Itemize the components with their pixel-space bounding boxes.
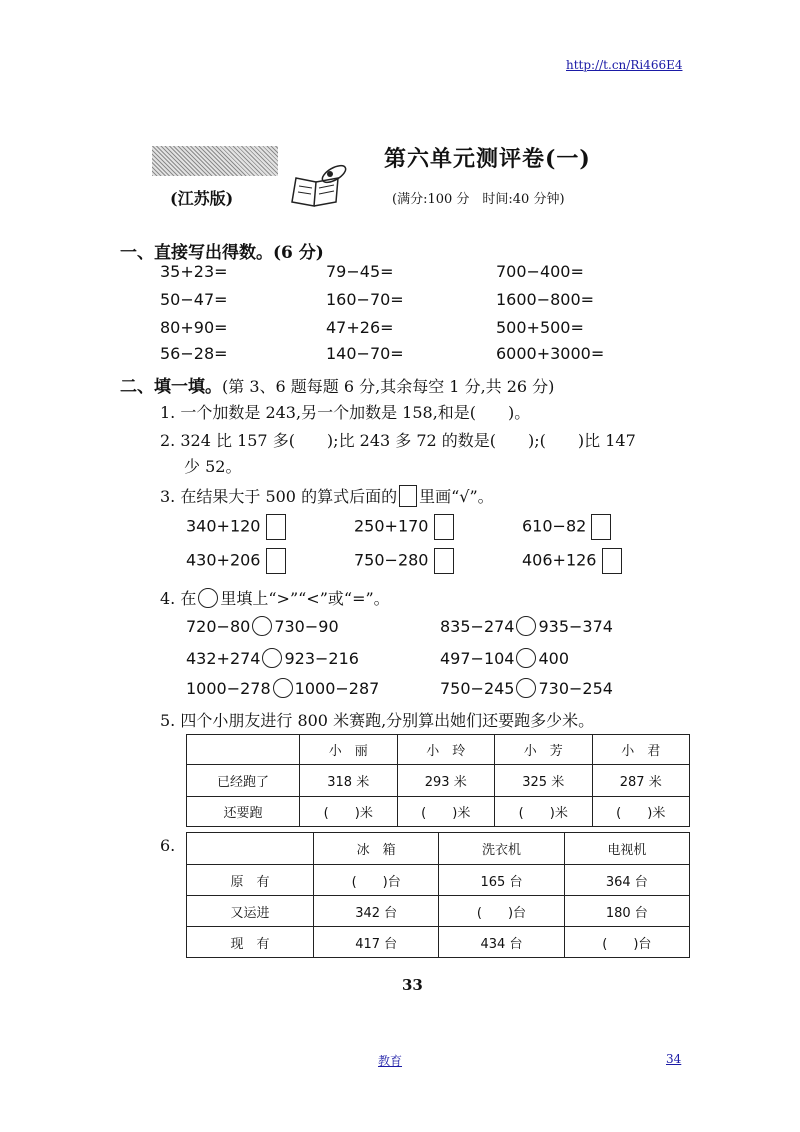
q4-left: 750−245 [440, 679, 515, 698]
table-row [187, 865, 690, 896]
q3-item [522, 514, 611, 540]
s1-r2-c2: 160−70= [326, 290, 404, 309]
q4-answer-circle[interactable] [252, 616, 272, 636]
answer-cell[interactable]: ( )台 [439, 896, 564, 927]
q4-right: 730−90 [274, 617, 339, 636]
q4-right: 730−254 [538, 679, 613, 698]
q3-item [522, 548, 622, 574]
q3-answer-box[interactable] [434, 514, 454, 540]
q3-answer-box[interactable] [266, 548, 286, 574]
s1-r1-c1: 35+23= [160, 262, 228, 281]
section1-heading: 一、直接写出得数。(6 分) [120, 243, 324, 263]
q3-item [354, 548, 454, 574]
answer-cell[interactable]: ( )米 [592, 797, 690, 827]
s1-r4-c2: 140−70= [326, 344, 404, 363]
s1-r4-c1: 56−28= [160, 344, 228, 363]
section2-title: 二、填一填。 [120, 377, 222, 397]
q4-item [186, 616, 339, 636]
edition-label: (江苏版) [170, 189, 234, 208]
s1-r3-c3: 500+500= [496, 318, 584, 337]
page-title: 第六单元测评卷(一) [384, 146, 591, 172]
book-rocket-icon [286, 160, 352, 212]
footer-link-education[interactable]: 教育 [378, 1054, 403, 1068]
table-cell: 325 米 [495, 765, 593, 797]
q4-right: 923−216 [284, 649, 359, 668]
q4-left: 432+274 [186, 649, 261, 668]
q3-expr: 430+206 [186, 550, 261, 570]
answer-cell[interactable]: ( )米 [495, 797, 593, 827]
q4-item [186, 648, 359, 668]
q4-answer-circle[interactable] [273, 678, 293, 698]
q3-expr: 750−280 [354, 550, 429, 570]
s1-r4-c3: 6000+3000= [496, 344, 605, 363]
q4-answer-circle[interactable] [262, 648, 282, 668]
table-cell: 180 台 [564, 896, 689, 927]
s1-r2-c1: 50−47= [160, 290, 228, 309]
answer-cell[interactable]: ( )台 [564, 927, 689, 958]
q6-table [186, 832, 690, 958]
table-row [187, 735, 690, 765]
s1-r3-c2: 47+26= [326, 318, 394, 337]
table-header: 冰 箱 [314, 833, 439, 865]
table-header: 小 君 [592, 735, 690, 765]
q4-answer-circle[interactable] [516, 616, 536, 636]
q4-item [186, 678, 379, 698]
q4-prefix: 4. 在 [160, 589, 197, 608]
q3-answer-box[interactable] [266, 514, 286, 540]
table-header: 小 芳 [495, 735, 593, 765]
q3-suffix: 里画“√”。 [419, 487, 494, 506]
table-row-label: 现 有 [187, 927, 314, 958]
q5-table [186, 734, 690, 827]
q4-item [440, 678, 613, 698]
s1-r1-c3: 700−400= [496, 262, 584, 281]
q4-right: 1000−287 [294, 679, 380, 698]
question-4 [160, 586, 390, 609]
table-cell: 434 台 [439, 927, 564, 958]
table-row [187, 765, 690, 797]
table-row [187, 896, 690, 927]
q3-expr: 340+120 [186, 516, 261, 536]
question-1: 1. 一个加数是 243,另一个加数是 158,和是( )。 [160, 403, 531, 422]
question-3 [160, 484, 494, 507]
q3-prefix: 3. 在结果大于 500 的算式后面的 [160, 487, 398, 506]
table-cell: 318 米 [300, 765, 398, 797]
table-cell [187, 735, 300, 765]
q3-answer-box[interactable] [591, 514, 611, 540]
table-header: 小 玲 [397, 735, 495, 765]
q3-item [186, 514, 286, 540]
table-row-label: 已经跑了 [187, 765, 300, 797]
table-row [187, 833, 690, 865]
q3-expr: 250+170 [354, 516, 429, 536]
question-2-line1: 2. 324 比 157 多( );比 243 多 72 的数是( );( )比 147 [160, 431, 636, 450]
q3-answer-box[interactable] [434, 548, 454, 574]
table-row [187, 927, 690, 958]
table-cell: 342 台 [314, 896, 439, 927]
exam-meta: (满分:100 分 时间:40 分钟) [392, 192, 565, 207]
q4-right: 935−374 [538, 617, 613, 636]
q4-item [440, 648, 569, 668]
table-cell: 417 台 [314, 927, 439, 958]
s1-r1-c2: 79−45= [326, 262, 394, 281]
table-row-label: 原 有 [187, 865, 314, 896]
q4-suffix: 里填上“>”“<”或“=”。 [220, 589, 390, 608]
q3-expr: 406+126 [522, 550, 597, 570]
title-decoration [152, 146, 278, 176]
answer-cell[interactable]: ( )米 [300, 797, 398, 827]
q3-expr: 610−82 [522, 516, 587, 536]
q3-item [354, 514, 454, 540]
q4-answer-circle[interactable] [516, 678, 536, 698]
table-cell: 364 台 [564, 865, 689, 896]
table-cell: 293 米 [397, 765, 495, 797]
footer-page-link[interactable]: 34 [666, 1052, 682, 1066]
table-cell: 165 台 [439, 865, 564, 896]
question-5: 5. 四个小朋友进行 800 米赛跑,分别算出她们还要跑多少米。 [160, 711, 595, 730]
circle-icon [198, 588, 218, 608]
answer-cell[interactable]: ( )台 [314, 865, 439, 896]
table-row [187, 797, 690, 827]
q4-left: 497−104 [440, 649, 515, 668]
q4-right: 400 [538, 649, 570, 668]
s1-r3-c1: 80+90= [160, 318, 228, 337]
s1-r2-c3: 1600−800= [496, 290, 595, 309]
source-url-link[interactable]: http://t.cn/Ri466E4 [566, 58, 683, 72]
question-6-number: 6. [160, 836, 176, 855]
section2-note: (第 3、6 题每题 6 分,其余每空 1 分,共 26 分) [222, 377, 555, 396]
table-cell: 287 米 [592, 765, 690, 797]
q4-left: 835−274 [440, 617, 515, 636]
q3-item [186, 548, 286, 574]
table-row-label: 又运进 [187, 896, 314, 927]
table-header: 电视机 [564, 833, 689, 865]
table-header: 洗衣机 [439, 833, 564, 865]
table-header: 小 丽 [300, 735, 398, 765]
table-row-label: 还要跑 [187, 797, 300, 827]
answer-box-icon [399, 485, 417, 507]
q3-answer-box[interactable] [602, 548, 622, 574]
q4-answer-circle[interactable] [516, 648, 536, 668]
q4-item [440, 616, 613, 636]
table-cell [187, 833, 314, 865]
page-number: 33 [402, 976, 423, 994]
answer-cell[interactable]: ( )米 [397, 797, 495, 827]
q4-left: 720−80 [186, 617, 251, 636]
question-2-line2: 少 52。 [184, 457, 242, 476]
section2-heading [120, 372, 554, 397]
q4-left: 1000−278 [186, 679, 271, 698]
